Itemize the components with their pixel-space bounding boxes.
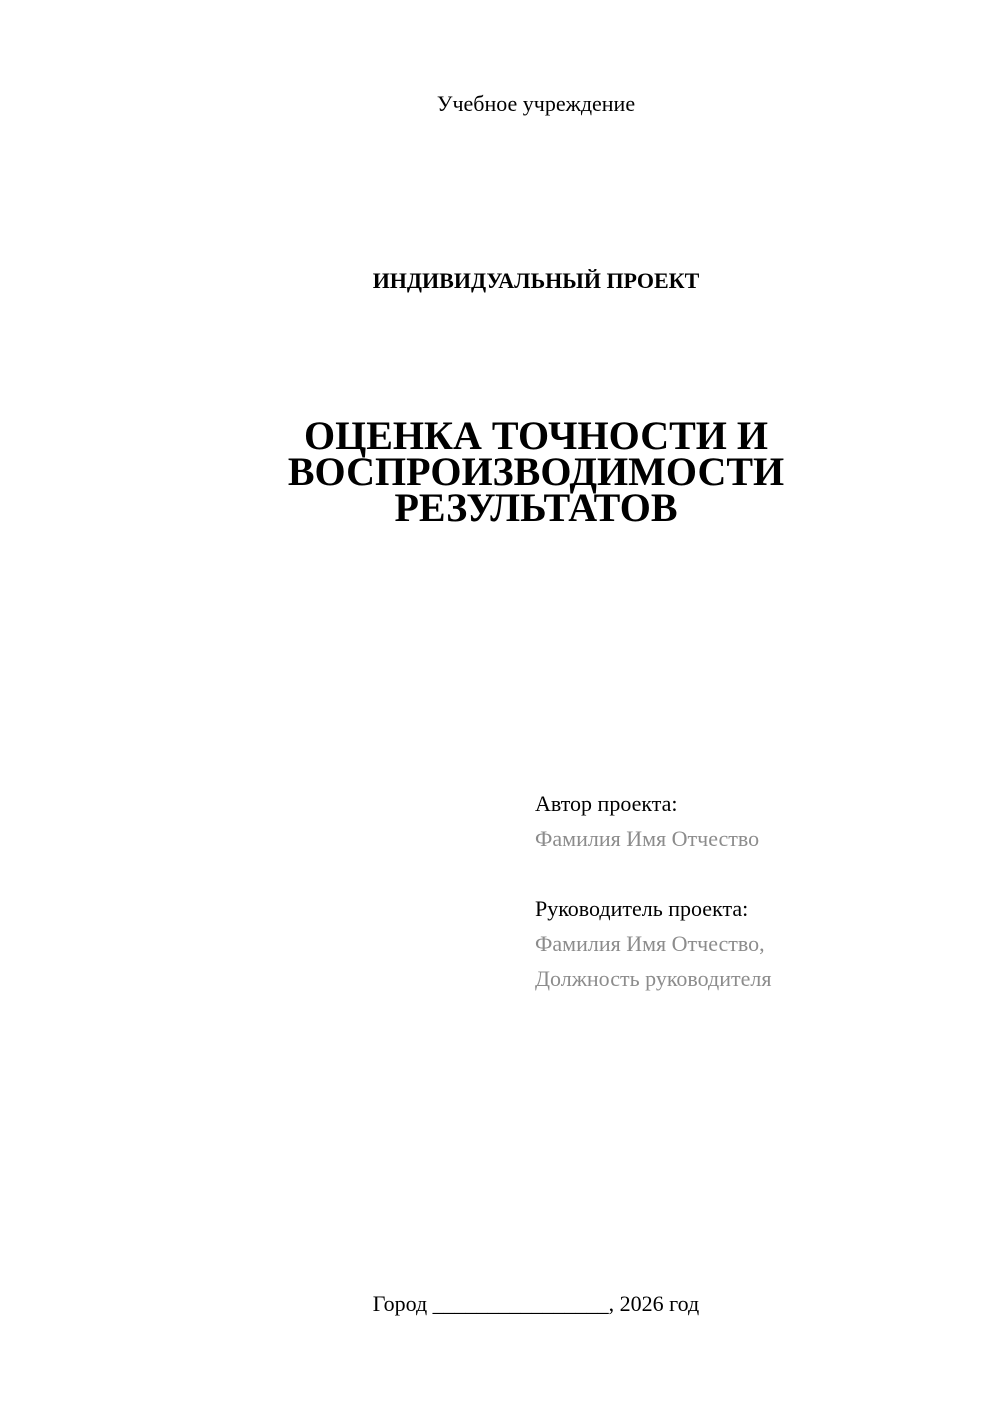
supervisor-name-placeholder: Фамилия Имя Отчество, xyxy=(535,931,765,956)
author-name-placeholder: Фамилия Имя Отчество xyxy=(535,826,760,851)
project-title xyxy=(0,413,1000,530)
author-label: Автор проекта: xyxy=(535,791,678,816)
supervisor-label: Руководитель проекта: xyxy=(535,896,749,921)
project-type-heading: ИНДИВИДУАЛЬНЫЙ ПРОЕКТ xyxy=(372,268,700,293)
project-title-line: РЕЗУЛЬТАТОВ xyxy=(394,485,678,530)
supervisor-position-placeholder: Должность руководителя xyxy=(535,966,772,991)
project-title-line: ОЦЕНКА ТОЧНОСТИ И xyxy=(303,413,769,458)
credits-spacer xyxy=(535,856,955,891)
city-year-footer: Город ________________, 2026 год xyxy=(372,1291,700,1316)
credits-block xyxy=(535,786,955,996)
project-title-line: ВОСПРОИЗВОДИМОСТИ xyxy=(287,449,785,494)
institution-name: Учебное учреждение xyxy=(436,91,636,116)
